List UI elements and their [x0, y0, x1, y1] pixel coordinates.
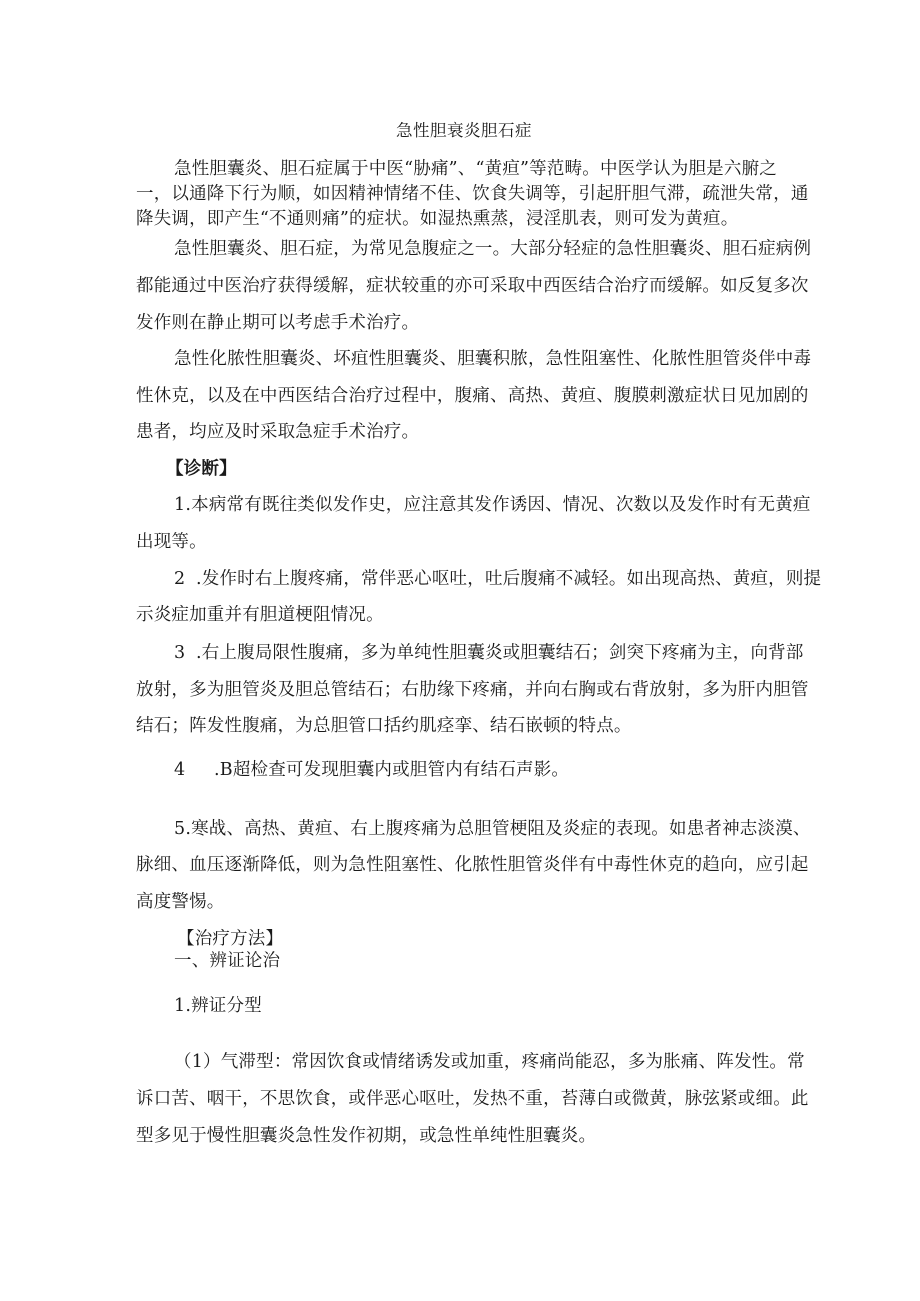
text-line: 急性胆囊炎、胆石症属于中医“胁痛”、“黄疸”等范畴。中医学认为胆是六腑之	[174, 159, 777, 179]
text-line: 性休克，以及在中西医结合治疗过程中，腹痛、高热、黄疸、腹膜刺激症状日见加剧的	[136, 386, 809, 406]
text-line: 出现等。	[136, 532, 207, 552]
text-line: 急性化脓性胆囊炎、坏疽性胆囊炎、胆囊积脓，急性阻塞性、化脓性胆管炎伴中毒	[174, 349, 812, 369]
text-line: 5.寒战、高热、黄疸、右上腹疼痛为总胆管梗阻及炎症的表现。如患者神志淡漠、	[174, 819, 811, 839]
text-line: 诉口苦、咽干，不思饮食，或伴恶心呕吐，发热不重，苔薄白或微黄，脉弦紧或细。此	[136, 1089, 809, 1109]
diagnosis-heading: 【诊断】	[166, 459, 237, 479]
text-line: 急性胆囊炎、胆石症，为常见急腹症之一。大部分轻症的急性胆囊炎、胆石症病例	[174, 239, 812, 259]
text-line: 高度警惕。	[136, 892, 225, 912]
text-line: 都能通过中医治疗获得缓解，症状较重的亦可采取中西医结合治疗而缓解。如反复多次	[136, 276, 809, 296]
treatment-heading: 【治疗方法】	[177, 929, 284, 949]
text-line: 降失调，即产生“不通则痛”的症状。如湿热熏蒸，浸淫肌表，则可发为黄疸。	[136, 209, 739, 229]
text-line: .B超检查可发现胆囊内或胆管内有结石声影。	[214, 760, 570, 780]
item-number: 4	[174, 760, 186, 780]
text-line: 脉细、血压逐渐降低，则为急性阻塞性、化脓性胆管炎伴有中毒性休克的趋向，应引起	[136, 855, 809, 875]
text-line: 结石；阵发性腹痛，为总胆管口括约肌痉挛、结石嵌顿的特点。	[136, 716, 632, 736]
text-line: 1.本病常有既往类似发作史，应注意其发作诱因、情况、次数以及发作时有无黄疸	[174, 495, 811, 515]
text-line: 型多见于慢性胆囊炎急性发作初期，或急性单纯性胆囊炎。	[136, 1126, 597, 1146]
text-line: 示炎症加重并有胆道梗阻情况。	[136, 605, 384, 625]
text-line: 放射，多为胆管炎及胆总管结石；右肋缘下疼痛，并向右胸或右背放射，多为肝内胆管	[136, 680, 809, 700]
document-title: 急性胆衰炎胆石症	[396, 121, 532, 140]
text-line: 发作则在静止期可以考虑手术治疗。	[136, 313, 420, 333]
text-line: 一，以通降下行为顺，如因精神情绪不佳、饮食失调等，引起肝胆气滞，疏泄失常，通	[136, 184, 809, 204]
text-line: （1）气滞型：常因饮食或情绪诱发或加重，疼痛尚能忍，多为胀痛、阵发性。常	[174, 1052, 805, 1072]
text-line: 患者，均应及时采取急症手术治疗。	[136, 422, 420, 442]
text-line: .发作时右上腹疼痛，常伴恶心呕吐，吐后腹痛不减轻。如出现高热、黄疸，则提	[196, 569, 822, 589]
item-number: 3	[174, 643, 186, 663]
section-heading: 一、辨证论治	[174, 951, 281, 971]
item-number: 2	[174, 569, 186, 589]
text-line: .右上腹局限性腹痛，多为单纯性胆囊炎或胆囊结石；剑突下疼痛为主，向背部	[196, 643, 804, 663]
subsection-heading: 1.辨证分型	[174, 996, 262, 1016]
